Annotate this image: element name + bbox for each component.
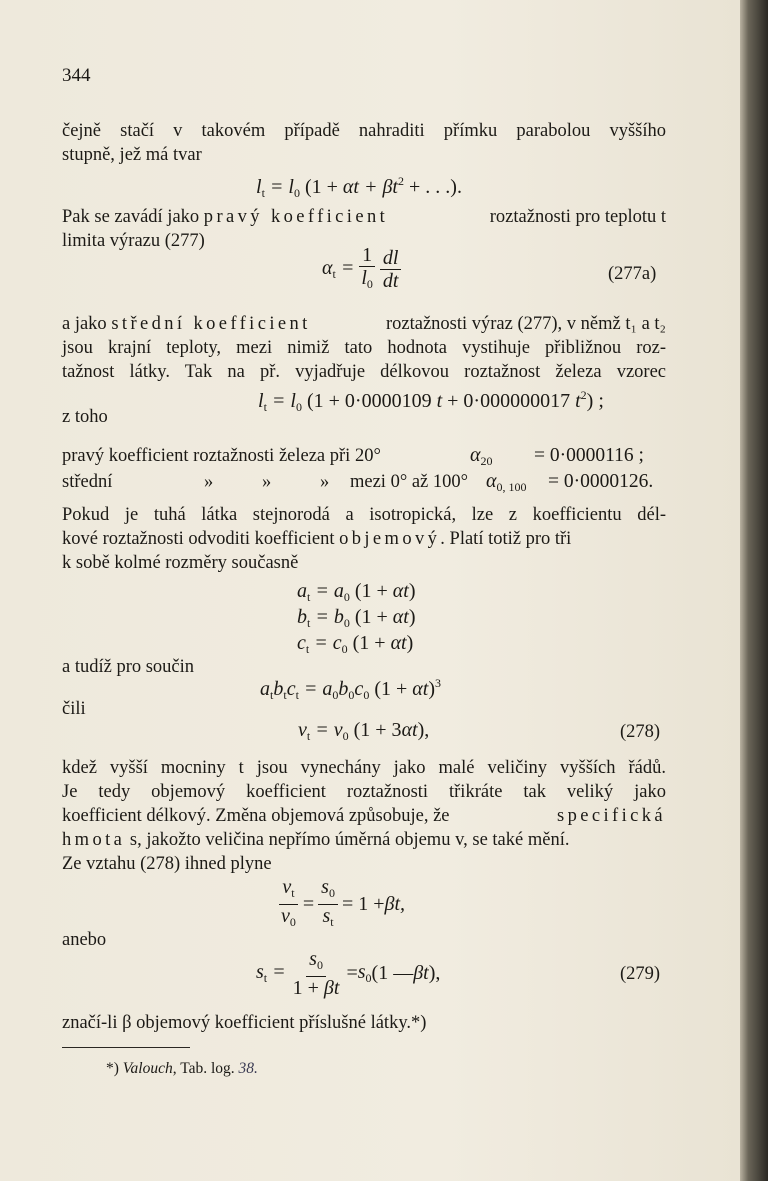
coef-true-value: = 0·0000116 ; [534, 445, 644, 466]
spaced-term: střední koefficient [111, 314, 311, 334]
ditto-mark: » [320, 472, 330, 492]
alpha-0-100-symbol: $\alpha_{0, 100}$ [486, 470, 527, 494]
paragraph-line: stupně, jež má tvar [62, 145, 202, 165]
footnote-mark: *) [106, 1060, 119, 1077]
text-cili: čili [62, 699, 86, 719]
equation-iron: $l_t = l_0$ (1 + 0·0000109 t + 0·000000017 $t^2$) ; [258, 388, 604, 414]
equation-277a: $\alpha_t$ = $\frac{1}{l_0}$ $\frac{dl}{dt}$ [322, 244, 401, 295]
footnote [106, 1060, 258, 1078]
page-number: 344 [62, 65, 91, 86]
equation-lt: $l_t = l_0$ ($1 + \alpha t + \beta t^2$ + . . .). [256, 174, 462, 200]
equation-ct: $c_t = c_0$ (1 + αt) [297, 632, 414, 656]
alpha-20-symbol: $\alpha_{20}$ [470, 444, 493, 468]
book-spine-edge [740, 0, 768, 1181]
paragraph-line [62, 205, 666, 229]
paragraph-line: limita výrazu (277) [62, 231, 205, 251]
equation-279: $s_t$ = $\frac{s_0}{1 + \beta t}$ = $s_0$ (1 — βt ), [256, 948, 441, 999]
text-run: roztažnosti pro teplotu t [489, 207, 666, 227]
paragraph-line: Je tedy objemový koefficient roztažnosti třikráte tak veliký jako [62, 782, 666, 802]
coef-mean-range: mezi 0° až 100° [350, 472, 469, 492]
paragraph-line: Pokud je tuhá látka stejnorodá a isotropická, lze z koefficientu dél- [62, 505, 666, 525]
text-run: kové roztažnosti odvoditi koefficient [62, 529, 335, 549]
paragraph-line [62, 312, 666, 336]
paragraph-line: jsou krajní teploty, mezi nimiž tato hodnota vystihuje přibližnou roz- [62, 338, 666, 358]
equation-ratio: $\frac{v_t}{v_0}$ = $\frac{s_0}{s_t}$ = 1 + βt, [281, 876, 406, 929]
text-z-toho: z toho [62, 407, 108, 427]
ditto-mark: » [204, 472, 214, 492]
footnote-author: Valouch [122, 1060, 173, 1077]
paragraph-line: Ze vztahu (278) ihned plyne [62, 854, 272, 874]
equation-bt: $b_t = b_0$ (1 + αt) [297, 606, 416, 630]
paragraph-line: k sobě kolmé rozměry současně [62, 553, 299, 573]
paragraph-line: čejně stačí v takovém případě nahraditi přímku parabolou vyššího [62, 121, 666, 141]
ditto-mark: » [262, 472, 272, 492]
footnote-rule [62, 1047, 190, 1048]
text-a-tudiz: a tudíž pro součin [62, 657, 195, 677]
equation-label-278: (278) [620, 722, 661, 742]
coef-mean-value: = 0·0000126. [548, 471, 654, 492]
text-run: koefficient délkový. Změna objemová způsobuje, že [62, 806, 450, 826]
paragraph-line: značí-li β objemový koefficient příslušné látky.*) [62, 1013, 427, 1033]
text-run: roztažnosti výraz (277), v němž t₁ a t₂ [385, 314, 666, 334]
text-anebo: anebo [62, 930, 107, 950]
text-run: s, jakožto veličina nepřímo úměrná objemu v, se také mění. [125, 830, 570, 850]
text-run: a jako [62, 314, 112, 334]
spaced-term: objemový [339, 529, 441, 549]
paragraph-line [62, 527, 666, 551]
paragraph-line: kdež vyšší mocniny t jsou vynechány jako malé veličiny vyšších řádů. [62, 758, 666, 778]
spaced-term: specifická [557, 806, 666, 826]
equation-at: $a_t = a_0$ (1 + αt) [297, 580, 416, 604]
coef-true-label: pravý koefficient roztažnosti železa při 20° [62, 446, 381, 466]
equation-label-279: (279) [620, 964, 661, 984]
spaced-term: pravý koefficient [203, 207, 389, 227]
equation-278: $v_t = v_0$ (1 + 3αt), [298, 719, 430, 743]
paragraph-line: tažnost látky. Tak na př. vyjadřuje délkovou roztažnost železa vzorec [62, 362, 666, 382]
handwritten-annotation: 38. [238, 1060, 258, 1077]
paragraph-line [62, 828, 666, 852]
coef-mean-label: střední [62, 472, 113, 492]
spaced-term: hmota [62, 830, 126, 850]
text-run: . Platí totiž pro tři [440, 529, 572, 549]
equation-product: $a_tb_tc_t = a_0b_0c_0$ $(1 + \alpha t)^3$ [260, 676, 441, 702]
paragraph-line [62, 804, 666, 828]
equation-label-277a: (277a) [608, 264, 657, 284]
text-run: Pak se zavádí jako [62, 207, 204, 227]
footnote-text: , Tab. log. [172, 1060, 235, 1077]
